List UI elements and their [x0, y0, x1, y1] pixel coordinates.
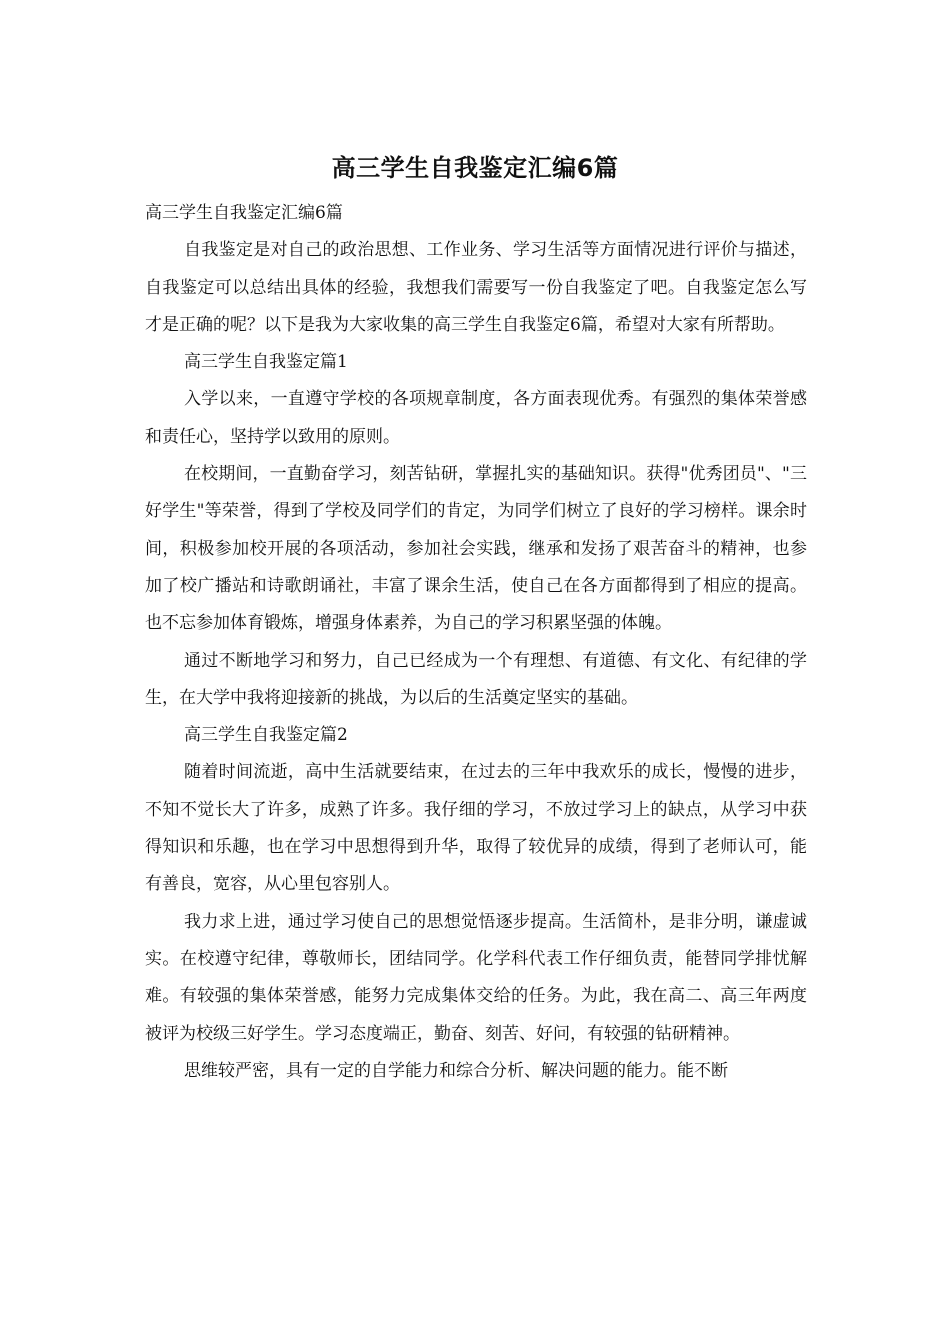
section1-paragraph-3: 通过不断地学习和努力，自己已经成为一个有理想、有道德、有文化、有纪律的学生，在大学中我将迎接新的挑战，为以后的生活奠定坚实的基础。: [145, 650, 807, 708]
section-heading-2: 高三学生自我鉴定篇2: [184, 725, 348, 746]
section2-paragraph-1: 随着时间流逝，高中生活就要结束，在过去的三年中我欢乐的成长，慢慢的进步，不知不觉长大了许多，成熟了许多。我仔细的学习，不放过学习上的缺点，从学习中获得知识和乐趣，也在学习中思想得到升华，取得了较优异的成绩，得到了老师认可，能有善良，宽容，从心里包容别人。: [145, 762, 807, 895]
section2-paragraph-3: 思维较严密，具有一定的自学能力和综合分析、解决问题的能力。能不断: [184, 1060, 728, 1081]
section1-paragraph-2: 在校期间，一直勤奋学习，刻苦钻研，掌握扎实的基础知识。获得"优秀团员"、"三好学生"等荣誉，得到了学校及同学们的肯定，为同学们树立了良好的学习榜样。课余时间，积极参加校开展的各项活动，参加社会实践，继承和发扬了艰苦奋斗的精神，也参加了校广播站和诗歌朗诵社，丰富了课余生活，使自己在各方面都得到了相应的提高。也不忘参加体育锻炼，增强身体素养，为自己的学习积累坚强的体魄。: [145, 464, 807, 634]
document-body: [145, 195, 807, 1090]
section-heading-1: 高三学生自我鉴定篇1: [184, 352, 348, 373]
intro-paragraph: 自我鉴定是对自己的政治思想、工作业务、学习生活等方面情况进行评价与描述，自我鉴定可以总结出具体的经验，我想我们需要写一份自我鉴定了吧。自我鉴定怎么写才是正确的呢？以下是我为大家收集的高三学生自我鉴定6篇，希望对大家有所帮助。: [145, 240, 807, 335]
document-subtitle: 高三学生自我鉴定汇编6篇: [145, 203, 343, 223]
section2-paragraph-2: 我力求上进，通过学习使自己的思想觉悟逐步提高。生活简朴，是非分明，谦虚诚实。在校遵守纪律，尊敬师长，团结同学。化学科代表工作仔细负责，能替同学排忧解难。有较强的集体荣誉感，能努力完成集体交给的任务。为此，我在高二、高三年两度被评为校级三好学生。学习态度端正，勤奋、刻苦、好问，有较强的钻研精神。: [145, 911, 807, 1044]
section1-paragraph-1: 入学以来，一直遵守学校的各项规章制度，各方面表现优秀。有强烈的集体荣誉感和责任心，坚持学以致用的原则。: [145, 389, 807, 447]
document-title: 高三学生自我鉴定汇编6篇: [331, 154, 619, 182]
